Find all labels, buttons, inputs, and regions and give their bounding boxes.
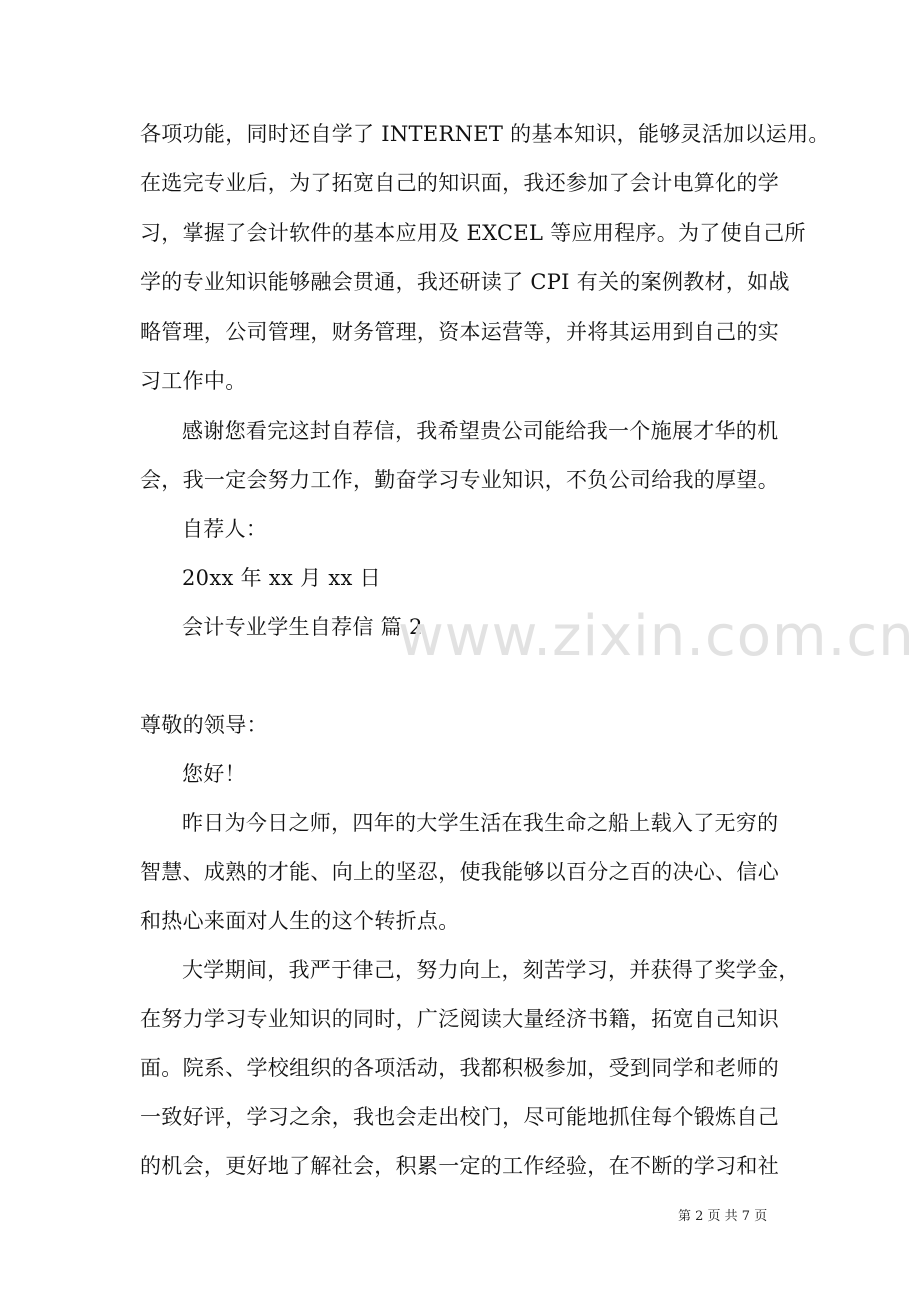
paragraph-line: 感谢您看完这封自荐信，我希望贵公司能给我一个施展才华的机 bbox=[182, 419, 779, 443]
paragraph-line: 智慧、成熟的才能、向上的坚忍，使我能够以百分之百的决心、信心 bbox=[140, 860, 779, 884]
signature-label: 自荐人： bbox=[182, 517, 268, 541]
paragraph-line: 会，我一定会努力工作，勤奋学习专业知识，不负公司给我的厚望。 bbox=[140, 468, 779, 492]
paragraph-line: 各项功能，同时还自学了 INTERNET 的基本知识，能够灵活加以运用。 bbox=[140, 122, 830, 146]
paragraph-line: 的机会，更好地了解社会，积累一定的工作经验，在不断的学习和社 bbox=[140, 1154, 779, 1178]
greeting: 您好！ bbox=[182, 762, 246, 786]
paragraph-line: 习工作中。 bbox=[140, 369, 247, 393]
paragraph-line: 一致好评，学习之余，我也会走出校门，尽可能地抓住每个锻炼自己 bbox=[140, 1105, 779, 1129]
paragraph-line: 面。院系、学校组织的各项活动，我都积极参加，受到同学和老师的 bbox=[140, 1056, 779, 1080]
paragraph-line: 和热心来面对人生的这个转折点。 bbox=[140, 909, 460, 933]
watermark: www.zixin.com.cn bbox=[398, 604, 915, 669]
paragraph-line: 习，掌握了会计软件的基本应用及 EXCEL 等应用程序。为了使自己所 bbox=[140, 221, 806, 245]
paragraph-line: 学的专业知识能够融会贯通，我还研读了 CPI 有关的案例教材，如战 bbox=[140, 270, 790, 294]
paragraph-line: 昨日为今日之师，四年的大学生活在我生命之船上载入了无穷的 bbox=[182, 811, 779, 835]
section-heading: 会计专业学生自荐信 篇 2 bbox=[182, 615, 423, 639]
page-number: 第 2 页 共 7 页 bbox=[678, 1209, 768, 1224]
paragraph-line: 在努力学习专业知识的同时，广泛阅读大量经济书籍，拓宽自己知识 bbox=[140, 1007, 779, 1031]
date-line: 20xx 年 xx 月 xx 日 bbox=[182, 566, 381, 590]
paragraph-line: 略管理，公司管理，财务管理，资本运营等，并将其运用到自己的实 bbox=[140, 320, 779, 344]
paragraph-line: 在选完专业后，为了拓宽自己的知识面，我还参加了会计电算化的学 bbox=[140, 171, 779, 195]
paragraph-line: 大学期间，我严于律己，努力向上，刻苦学习，并获得了奖学金， bbox=[182, 958, 800, 982]
salutation: 尊敬的领导： bbox=[140, 713, 268, 737]
